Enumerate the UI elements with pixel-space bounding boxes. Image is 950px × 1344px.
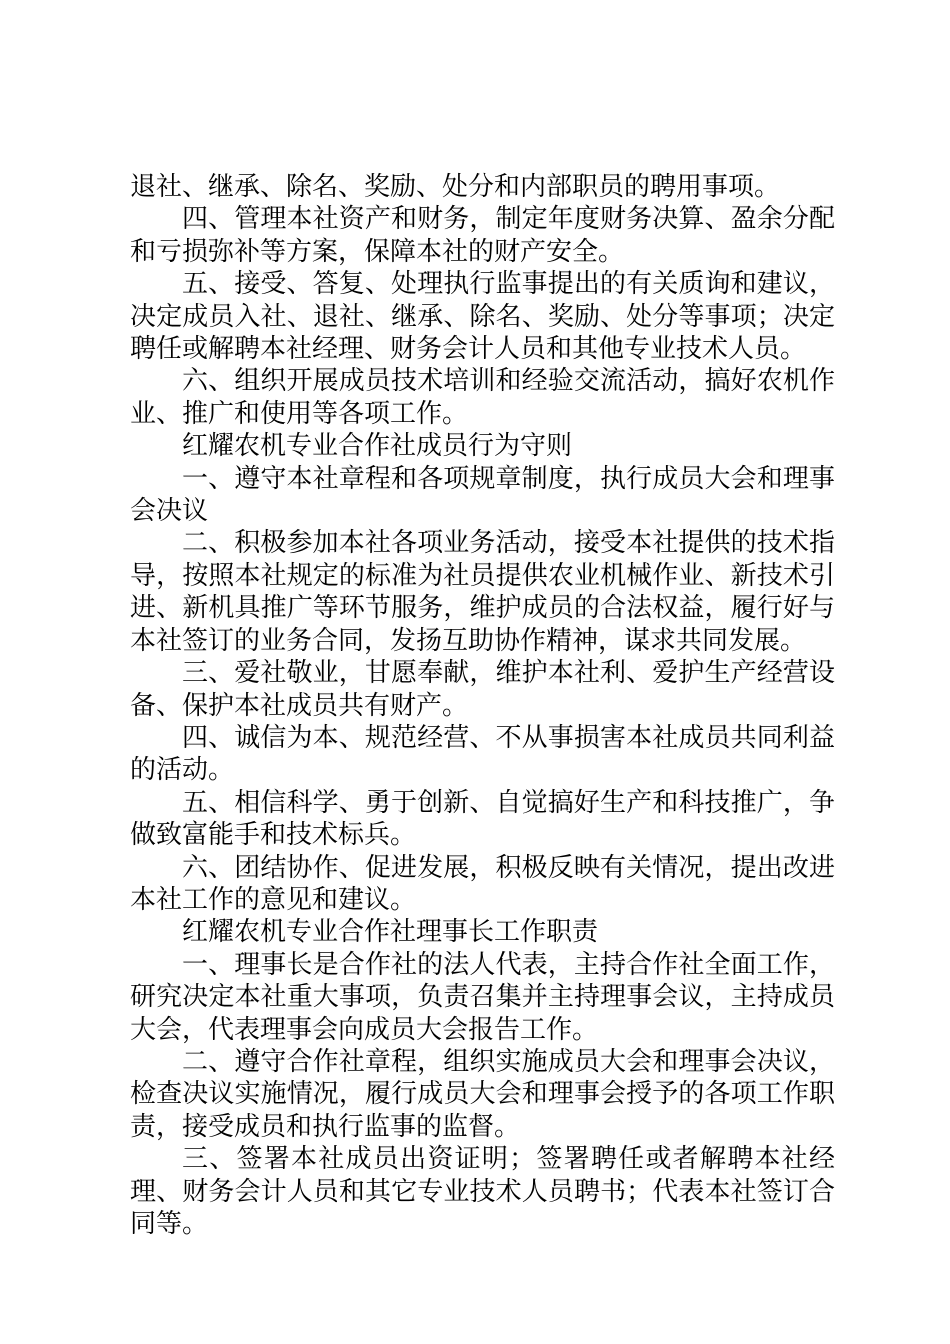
- section-heading-member-code: 红耀农机专业合作社成员行为守则: [182, 431, 573, 462]
- paragraph-continuation: 退社、继承、除名、奖励、处分和内部职员的聘用事项。: [130, 172, 781, 202]
- document-body: [130, 171, 835, 1240]
- paragraph-asset-management: 四、管理本社资产和财务，制定年度财务决算、盈余分配和亏损弥补等方案，保障本社的财产安全。: [130, 204, 835, 267]
- paragraph-code-rule-6: 六、团结协作、促进发展，积极反映有关情况，提出改进本社工作的意见和建议。: [130, 852, 835, 915]
- paragraph-chairman-duty-3: 三、签署本社成员出资证明；签署聘任或者解聘本社经理、财务会计人员和其它专业技术人员聘书；代表本社签订合同等。: [130, 1144, 835, 1239]
- paragraph-code-rule-2: 二、积极参加本社各项业务活动，接受本社提供的技术指导，按照本社规定的标准为社员提供农业机械作业、新技术引进、新机具推广等环节服务，维护成员的合法权益，履行好与本社签订的业务合同，发扬互助协作精神，谋求共同发展。: [130, 528, 835, 656]
- paragraph-code-rule-4: 四、诚信为本、规范经营、不从事损害本社成员共同利益的活动。: [130, 722, 835, 786]
- paragraph-member-training: 六、组织开展成员技术培训和经验交流活动，搞好农机作业、推广和使用等各项工作。: [130, 366, 835, 429]
- paragraph-supervisor-inquiries: 五、接受、答复、处理执行监事提出的有关质询和建议，决定成员入社、退社、继承、除名、奖励、处分等事项；决定聘任或解聘本社经理、财务会计人员和其他专业技术人员。: [130, 269, 835, 365]
- paragraph-chairman-duty-2: 二、遵守合作社章程，组织实施成员大会和理事会决议，检查决议实施情况，履行成员大会和理事会授予的各项工作职责，接受成员和执行监事的监督。: [130, 1046, 835, 1142]
- paragraph-code-rule-5: 五、相信科学、勇于创新、自觉搞好生产和科技推广，争做致富能手和技术标兵。: [130, 787, 835, 851]
- paragraph-code-rule-1: 一、遵守本社章程和各项规章制度，执行成员大会和理事会决议: [130, 463, 835, 527]
- section-heading-chairman-duties: 红耀农机专业合作社理事长工作职责: [182, 917, 599, 948]
- paragraph-code-rule-3: 三、爱社敬业，甘愿奉献，维护本社利、爱护生产经营设备、保护本社成员共有财产。: [130, 658, 835, 721]
- paragraph-chairman-duty-1: 一、理事长是合作社的法人代表，主持合作社全面工作，研究决定本社重大事项，负责召集并主持理事会议，主持成员大会，代表理事会向成员大会报告工作。: [130, 949, 835, 1045]
